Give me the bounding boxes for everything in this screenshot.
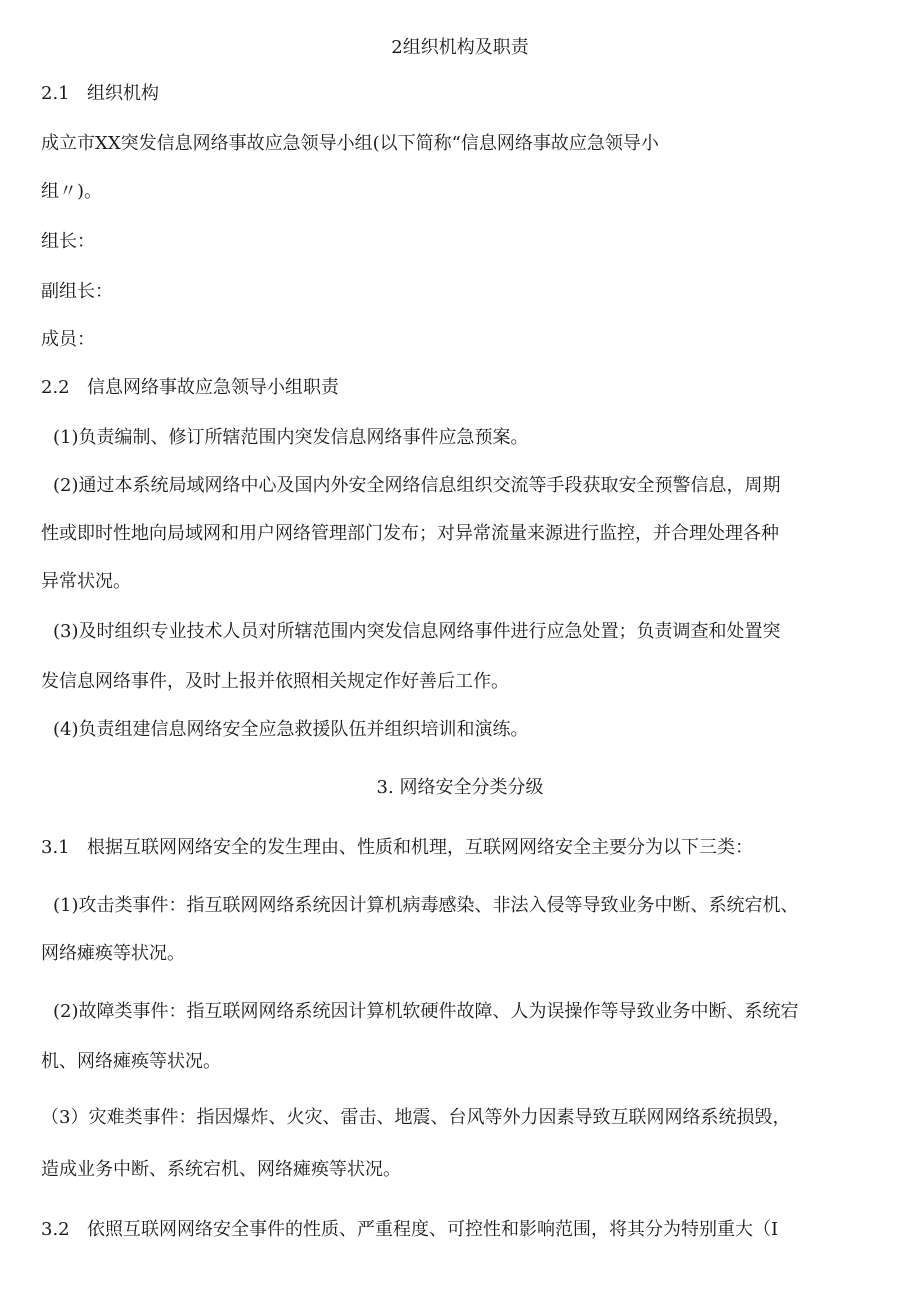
duty-item-2-cont: 性或即时性地向局域网和用户网络管理部门发布；对异常流量来源进行监控，并合理处理各种 (41, 523, 779, 544)
section-heading-3: 3. 网络安全分类分级 (376, 777, 544, 798)
leader-label: 组长： (41, 231, 95, 252)
category-item-1: (1)攻击类事件：指互联网网络系统因计算机病毒感染、非法入侵等导致业务中断、系统宕机、 (53, 895, 799, 916)
subsection-3-2 (41, 1218, 778, 1242)
subsection-text: 依照互联网网络安全事件的性质、严重程度、可控性和影响范围，将其分为特别重大（I (87, 1219, 779, 1240)
subsection-text: 根据互联网网络安全的发生理由、性质和机理，互联网网络安全主要分为以下三类： (87, 837, 753, 858)
category-item-2: (2)故障类事件：指互联网网络系统因计算机软硬件故障、人为误操作等导致业务中断、系统宕 (53, 1001, 799, 1022)
subsection-3-1 (41, 836, 753, 860)
subsection-number: 2.1 (41, 83, 70, 104)
category-item-3: （3）灾难类事件：指因爆炸、火灾、雷击、地震、台风等外力因素导致互联网网络系统损毁， (41, 1107, 791, 1128)
members-label: 成员： (41, 329, 95, 350)
subsection-number: 3.1 (41, 837, 70, 858)
paragraph-line: 组〃)。 (41, 181, 103, 202)
deputy-leader-label: 副组长： (41, 281, 113, 302)
paragraph-line: 成立市XX突发信息网络事故应急领导小组(以下简称“信息网络事故应急领导小 (41, 133, 659, 154)
section-heading-2: 2组织机构及职责 (391, 37, 529, 58)
duty-item-3: (3)及时组织专业技术人员对所辖范围内突发信息网络事件进行应急处置；负责调查和处置突 (53, 621, 781, 642)
subsection-number: 3.2 (41, 1219, 70, 1240)
category-item-3-cont: 造成业务中断、系统宕机、网络瘫痪等状况。 (41, 1159, 401, 1180)
category-item-1-cont: 网络瘫痪等状况。 (41, 943, 185, 964)
category-item-2-cont: 机、网络瘫痪等状况。 (41, 1051, 221, 1072)
duty-item-3-cont: 发信息网络事件，及时上报并依照相关规定作好善后工作。 (41, 671, 509, 692)
subsection-2-2 (41, 376, 339, 400)
duty-item-2: (2)通过本系统局域网络中心及国内外安全网络信息组织交流等手段获取安全预警信息，周期 (53, 475, 781, 496)
subsection-title: 组织机构 (87, 83, 159, 104)
subsection-number: 2.2 (41, 377, 70, 398)
subsection-2-1 (41, 82, 159, 106)
duty-item-2-cont: 异常状况。 (41, 571, 131, 592)
duty-item-4: (4)负责组建信息网络安全应急救援队伍并组织培训和演练。 (53, 719, 529, 740)
subsection-title: 信息网络事故应急领导小组职责 (87, 377, 339, 398)
duty-item-1: (1)负责编制、修订所辖范围内突发信息网络事件应急预案。 (53, 427, 529, 448)
